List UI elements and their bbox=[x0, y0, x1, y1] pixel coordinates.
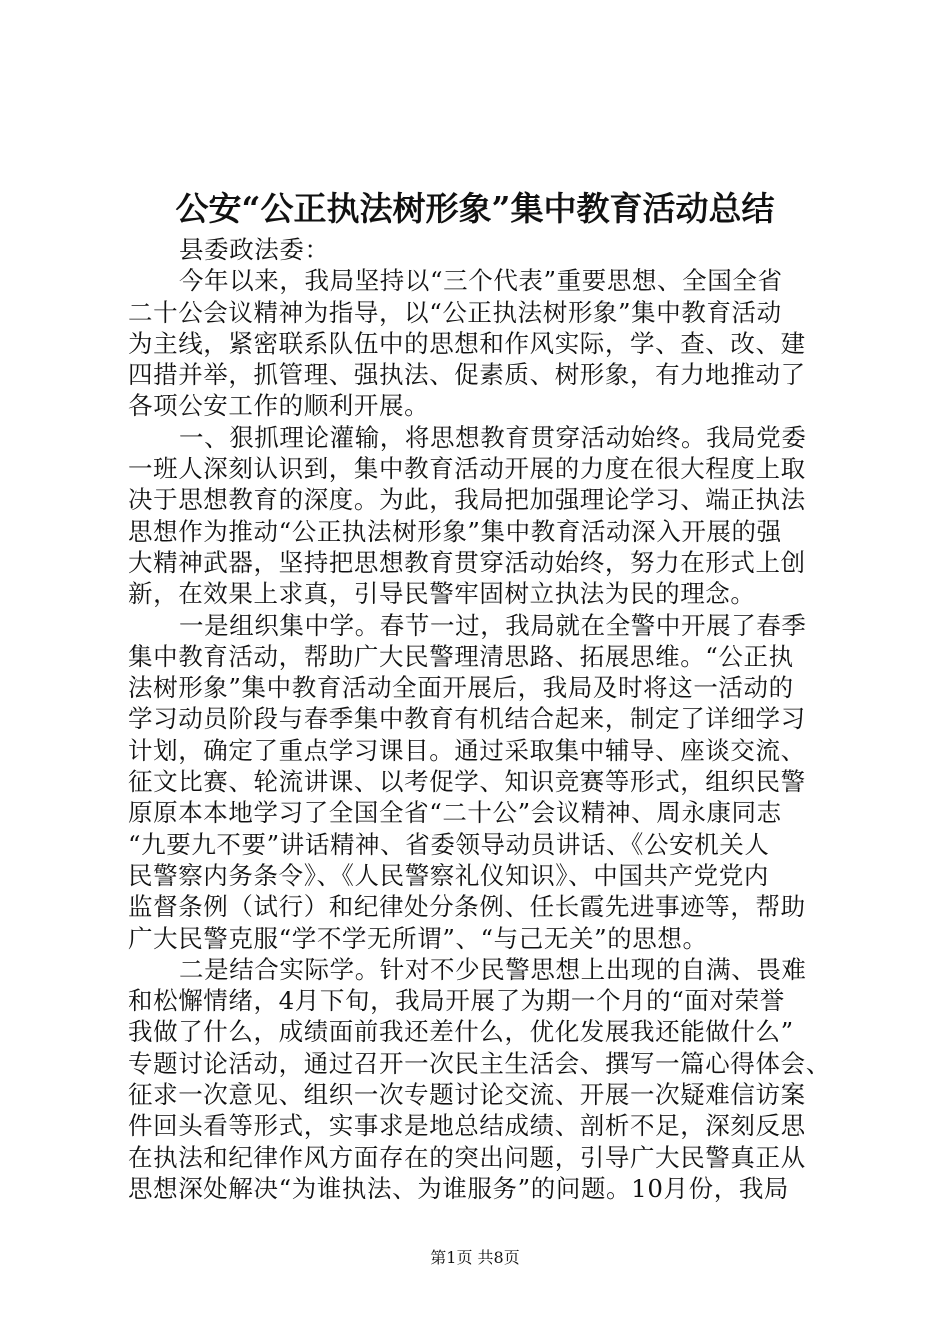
paragraph-line: 原原本本地学习了全国全省“二十公”会议精神、周永康同志 bbox=[128, 798, 782, 828]
paragraph-line: 思想作为推动“公正执法树形象”集中教育活动深入开展的强 bbox=[128, 516, 782, 546]
paragraph-line: 一是组织集中学。春节一过，我局就在全警中开展了春季 bbox=[179, 610, 807, 640]
paragraph-line: 征求一次意见、组织一次专题讨论交流、开展一次疑难信访案 bbox=[128, 1080, 806, 1110]
salutation-line: 县委政法委： bbox=[179, 235, 330, 264]
paragraph-line: 民警察内务条令》、《人民警察礼仪知识》、中国共产党党内 bbox=[128, 860, 769, 890]
paragraph-line: 四措并举，抓管理、强执法、促素质、树形象，有力地推动了 bbox=[128, 360, 806, 390]
paragraph-line: “九要九不要”讲话精神、省委领导动员讲话、《公安机关人 bbox=[128, 829, 770, 859]
paragraph-line: 二十公会议精神为指导，以“公正执法树形象”集中教育活动 bbox=[128, 297, 782, 327]
paragraph-line: 广大民警克服“学不学无所谓”、“与己无关”的思想。 bbox=[128, 923, 708, 953]
paragraph-line: 为主线，紧密联系队伍中的思想和作风实际，学、查、改、建 bbox=[128, 328, 806, 358]
document-body bbox=[128, 234, 831, 1204]
paragraph-line: 征文比赛、轮流讲课、以考促学、知识竞赛等形式，组织民警 bbox=[128, 767, 806, 797]
paragraph-line: 一、狠抓理论灌输，将思想教育贯穿活动始终。我局党委 bbox=[179, 422, 807, 452]
paragraph-line: 专题讨论活动，通过召开一次民主生活会、撰写一篇心得体会、 bbox=[128, 1048, 831, 1078]
paragraph-line: 我做了什么，成绩面前我还差什么，优化发展我还能做什么” bbox=[128, 1017, 794, 1047]
paragraph-line: 决于思想教育的深度。为此，我局把加强理论学习、端正执法 bbox=[128, 485, 806, 515]
paragraph-line: 今年以来，我局坚持以“三个代表”重要思想、全国全省 bbox=[179, 266, 783, 296]
paragraph-line: 思想深处解决“为谁执法、为谁服务”的问题。10月份，我局 bbox=[128, 1173, 790, 1203]
paragraph-line: 在执法和纪律作风方面存在的突出问题，引导广大民警真正从 bbox=[128, 1142, 806, 1172]
paragraph-line: 监督条例（试行）和纪律处分条例、任长霞先进事迹等，帮助 bbox=[128, 892, 806, 922]
paragraph-line: 和松懈情绪，4月下旬，我局开展了为期一个月的“面对荣誉 bbox=[128, 986, 785, 1016]
paragraph-line: 法树形象”集中教育活动全面开展后，我局及时将这一活动的 bbox=[128, 673, 794, 703]
paragraph-line: 计划，确定了重点学习课目。通过采取集中辅导、座谈交流、 bbox=[128, 735, 806, 765]
paragraph-line: 各项公安工作的顺利开展。 bbox=[128, 391, 430, 421]
paragraph-line: 集中教育活动，帮助广大民警理清思路、拓展思维。“公正执 bbox=[128, 641, 794, 671]
paragraph-line: 大精神武器，坚持把思想教育贯穿活动始终，努力在形式上创 bbox=[128, 547, 806, 577]
paragraph-line: 新，在效果上求真，引导民警牢固树立执法为民的理念。 bbox=[128, 579, 756, 609]
paragraph-line: 件回头看等形式，实事求是地总结成绩、剖析不足，深刻反思 bbox=[128, 1111, 806, 1141]
document-title: 公安“公正执法树形象”集中教育活动总结 bbox=[175, 189, 775, 228]
paragraph-line: 二是结合实际学。针对不少民警思想上出现的自满、畏难 bbox=[179, 954, 807, 984]
paragraph-line: 一班人深刻认识到，集中教育活动开展的力度在很大程度上取 bbox=[128, 454, 806, 484]
paragraph-line: 学习动员阶段与春季集中教育有机结合起来，制定了详细学习 bbox=[128, 704, 806, 734]
page-footer: 第1页 共8页 bbox=[430, 1248, 520, 1267]
